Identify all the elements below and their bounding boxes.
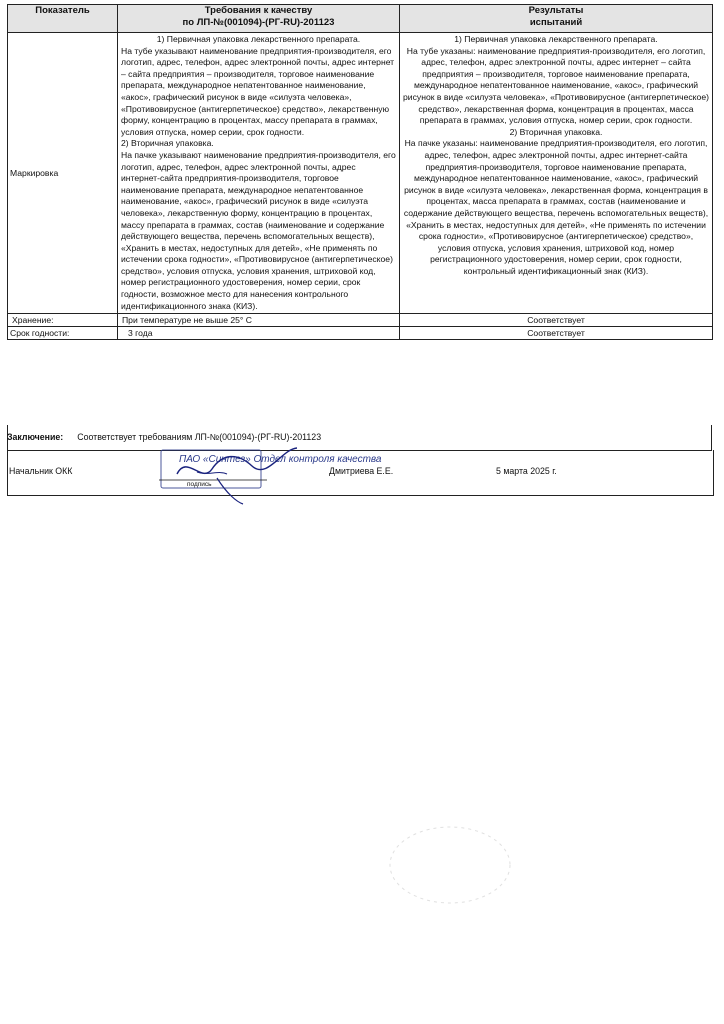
sign-caption: подпись: [187, 481, 212, 488]
storage-result: Соответствует: [400, 314, 713, 327]
marking-requirements-cell: 1) Первичная упаковка лекарственного препарата. На тубе указывают наименование предприятия-производителя, его логотип, адрес, телефон, адрес электронной почты, адрес интернет – сайта предприятия – производителя, торговое наименование препарата, международное непатентованное наименование, «акос», графический рисунок в виде «силуэта человека», «Противовирусное (антигерпетическое) средство», лекарственную форму, концентрацию в процентах, массу препарата в граммах, условия отпуска, номер серии, срок годности. 2) Вторичная упаковка. На пачке указывают наименование предприятия-производителя, его логотип, адрес, телефон, адрес электронной почты, адрес интернет-сайта предприятия-производителя, торговое наименование препарата, международное непатентованное наименование, «акос», графический рисунок в виде «силуэта человека», лекарственную форму, концентрацию в процентах, массу препарата в граммах, состав (наименование и содержание действующего вещества, перечень вспомогательных веществ), «Хранить в местах, недоступных для детей», «Не применять по истечении срока годности», «Противовирусное (антигерпетическое) средство», условия отпуска, условия хранения, штриховой код, номер регистрационного удостоверения, номер серии, срок годности, возможное место для нанесения контрольного идентификационного знака (КИЗ).: [118, 33, 400, 314]
header-requirements: Требования к качеству по ЛП-№(001094)-(РГ-RU)-201123: [118, 5, 400, 33]
signature-role: Начальник ОКК: [9, 466, 73, 476]
table-row-shelf-life: [8, 327, 713, 340]
document-page: [7, 4, 712, 488]
storage-requirement: При температуре не выше 25° С: [118, 314, 400, 327]
header-results: Результаты испытаний: [400, 5, 713, 33]
table-row-marking: [8, 33, 713, 314]
faint-backside-stamp: [380, 820, 530, 910]
signature-name: Дмитриева Е.Е.: [329, 466, 394, 476]
marking-results-cell: 1) Первичная упаковка лекарственного препарата. На тубе указаны: наименование предприятия-производителя, его логотип, адрес, телефон, адрес электронной почты, адрес интернет – сайта предприятия – производителя, торговое наименование препарата, международное непатентованное наименование, «акос», графический рисунок в виде «силуэта человека», «Противовирусное (антигерпетическое) средство», лекарственная форма, концентрация в процентах, масса препарата в граммах, условия отпуска, номер серии, срок годности. 2) Вторичная упаковка. На пачке указаны: наименование предприятия-производителя, его логотип, адрес, телефон, адрес электронной почты, адрес интернет-сайта предприятия-производителя, торговое наименование препарата, международное непатентованное наименование, «акос», графический рисунок в виде «силуэта человека», лекарственная форма, концентрация в процентах, масса препарата в граммах, состав (наименование и содержание действующего вещества, перечень вспомогательных веществ), «Хранить в местах, недоступных для детей», «Не применять по истечении срока годности», «Противовирусное (антигерпетическое) средство», условия отпуска, условия хранения, штриховой код, номер регистрационного удостоверения, номер серии, срок годности, контрольный идентификационный знак (КИЗ).: [400, 33, 713, 314]
shelf-life-result: Соответствует: [400, 327, 713, 340]
table-row-storage: [8, 314, 713, 327]
shelf-life-requirement: 3 года: [118, 327, 400, 340]
signature-date: 5 марта 2025 г.: [496, 466, 557, 476]
header-indicator: Показатель: [8, 5, 118, 33]
quality-table: [7, 4, 713, 340]
stamp-text: ПАО «Синтез» Отдел контроля качества: [179, 454, 382, 465]
shelf-life-label: Срок годности:: [8, 327, 118, 340]
table-header-row: [8, 5, 713, 33]
conclusion: Заключение: Соответствует требованиям ЛП-№(001094)-(РГ-RU)-201123: [7, 432, 322, 442]
storage-label: Хранение:: [8, 314, 118, 327]
marking-label: Маркировка: [8, 33, 118, 314]
